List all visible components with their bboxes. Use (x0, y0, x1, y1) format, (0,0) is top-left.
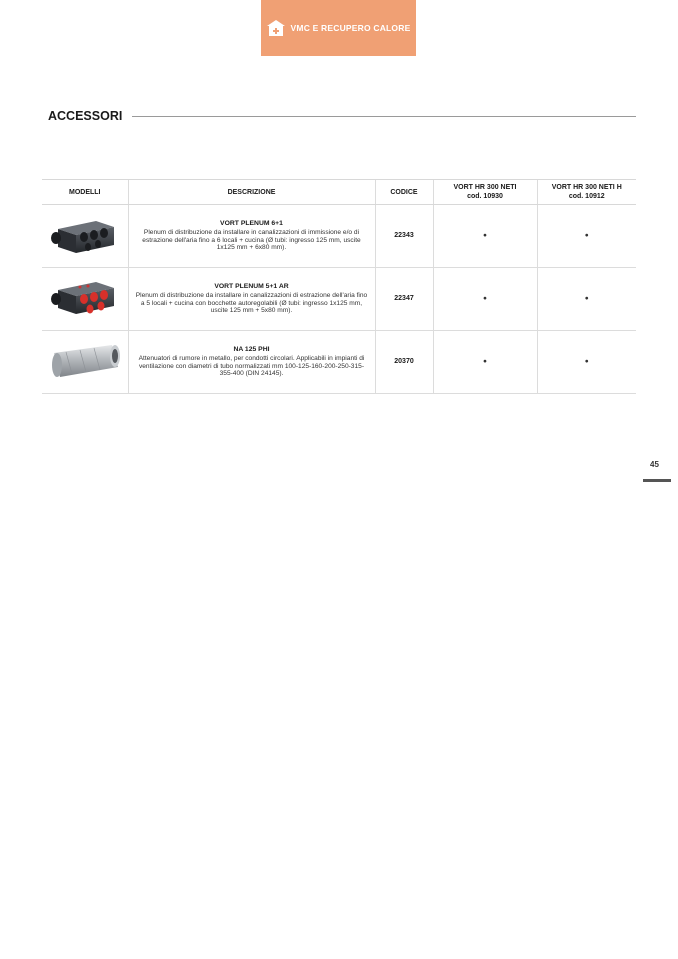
page-number-bar (643, 479, 671, 482)
compatibility-dot: ● (483, 232, 487, 240)
product-code: 22343 (375, 205, 433, 268)
product-description: Plenum di distribuzione da installare in canalizzazioni di estrazione dell'aria fino a 5 locali + cucina con bocchette autoregolabili (Ø tubi: ingresso 1x125 mm, uscite 125 mm + 5x80 mm). (135, 291, 368, 315)
product-code: 22347 (375, 268, 433, 331)
compatibility-neti-h (537, 331, 636, 394)
category-tab (261, 0, 416, 56)
product-description: Attenuatori di rumore in metallo, per condotti circolari. Applicabili in impianti di ventilazione con diametri di tubo normalizzati mm 100-125-160-200-250-315-355-400 (DIN 24145). (138, 354, 365, 378)
accessories-table (42, 179, 636, 394)
compatibility-dot: ● (483, 295, 487, 303)
product-image-plenum-6-1 (42, 205, 128, 268)
product-name: VORT PLENUM 5+1 AR (214, 283, 289, 291)
compatibility-neti-h (537, 268, 636, 331)
compatibility-dot: ● (584, 295, 589, 303)
product-description-cell (128, 268, 375, 331)
plenum-box-red-outlets-image (50, 276, 120, 322)
page-number: 45 (650, 460, 659, 469)
header-model-neti-h (537, 180, 636, 205)
header-model-neti-name: VORT HR 300 NETI (453, 184, 517, 191)
compatibility-neti (433, 205, 537, 268)
product-code: 20370 (375, 331, 433, 394)
plenum-box-image (50, 213, 120, 259)
table-row (42, 268, 636, 331)
product-image-na-125-phi (42, 331, 128, 394)
compatibility-neti-h (537, 205, 636, 268)
product-name: NA 125 PHI (233, 346, 270, 354)
compatibility-dot: ● (584, 232, 589, 240)
compatibility-neti (433, 268, 537, 331)
house-plus-icon (267, 20, 285, 36)
product-image-plenum-5-1-ar (42, 268, 128, 331)
compatibility-neti (433, 331, 537, 394)
compatibility-dot: ● (483, 358, 487, 366)
header-code: CODICE (375, 180, 433, 205)
header-model-neti-h-name: VORT HR 300 NETI H (551, 184, 622, 191)
product-name: VORT PLENUM 6+1 (220, 220, 283, 228)
compatibility-dot: ● (584, 358, 589, 366)
category-label: VMC E RECUPERO CALORE (290, 23, 411, 33)
table-header-row (42, 180, 636, 205)
product-description-cell (128, 331, 375, 394)
header-description: DESCRIZIONE (128, 180, 375, 205)
header-models: MODELLI (42, 180, 128, 205)
table-row (42, 331, 636, 394)
product-description: Plenum di distribuzione da installare in canalizzazioni di immissione e/o di estrazione dell'aria fino a 6 locali + cucina (Ø tubi: ingresso 125 mm, uscite 1x125 mm + 6x80 mm). (142, 228, 361, 252)
section-divider (132, 116, 636, 117)
header-model-neti-code: cod. 10930 (467, 193, 503, 200)
section-header (48, 108, 636, 124)
header-model-neti-h-code: cod. 10912 (568, 193, 605, 200)
product-description-cell (128, 205, 375, 268)
section-title: ACCESSORI (48, 109, 123, 123)
table-row (42, 205, 636, 268)
silencer-tube-image (46, 339, 124, 385)
header-model-neti (433, 180, 537, 205)
